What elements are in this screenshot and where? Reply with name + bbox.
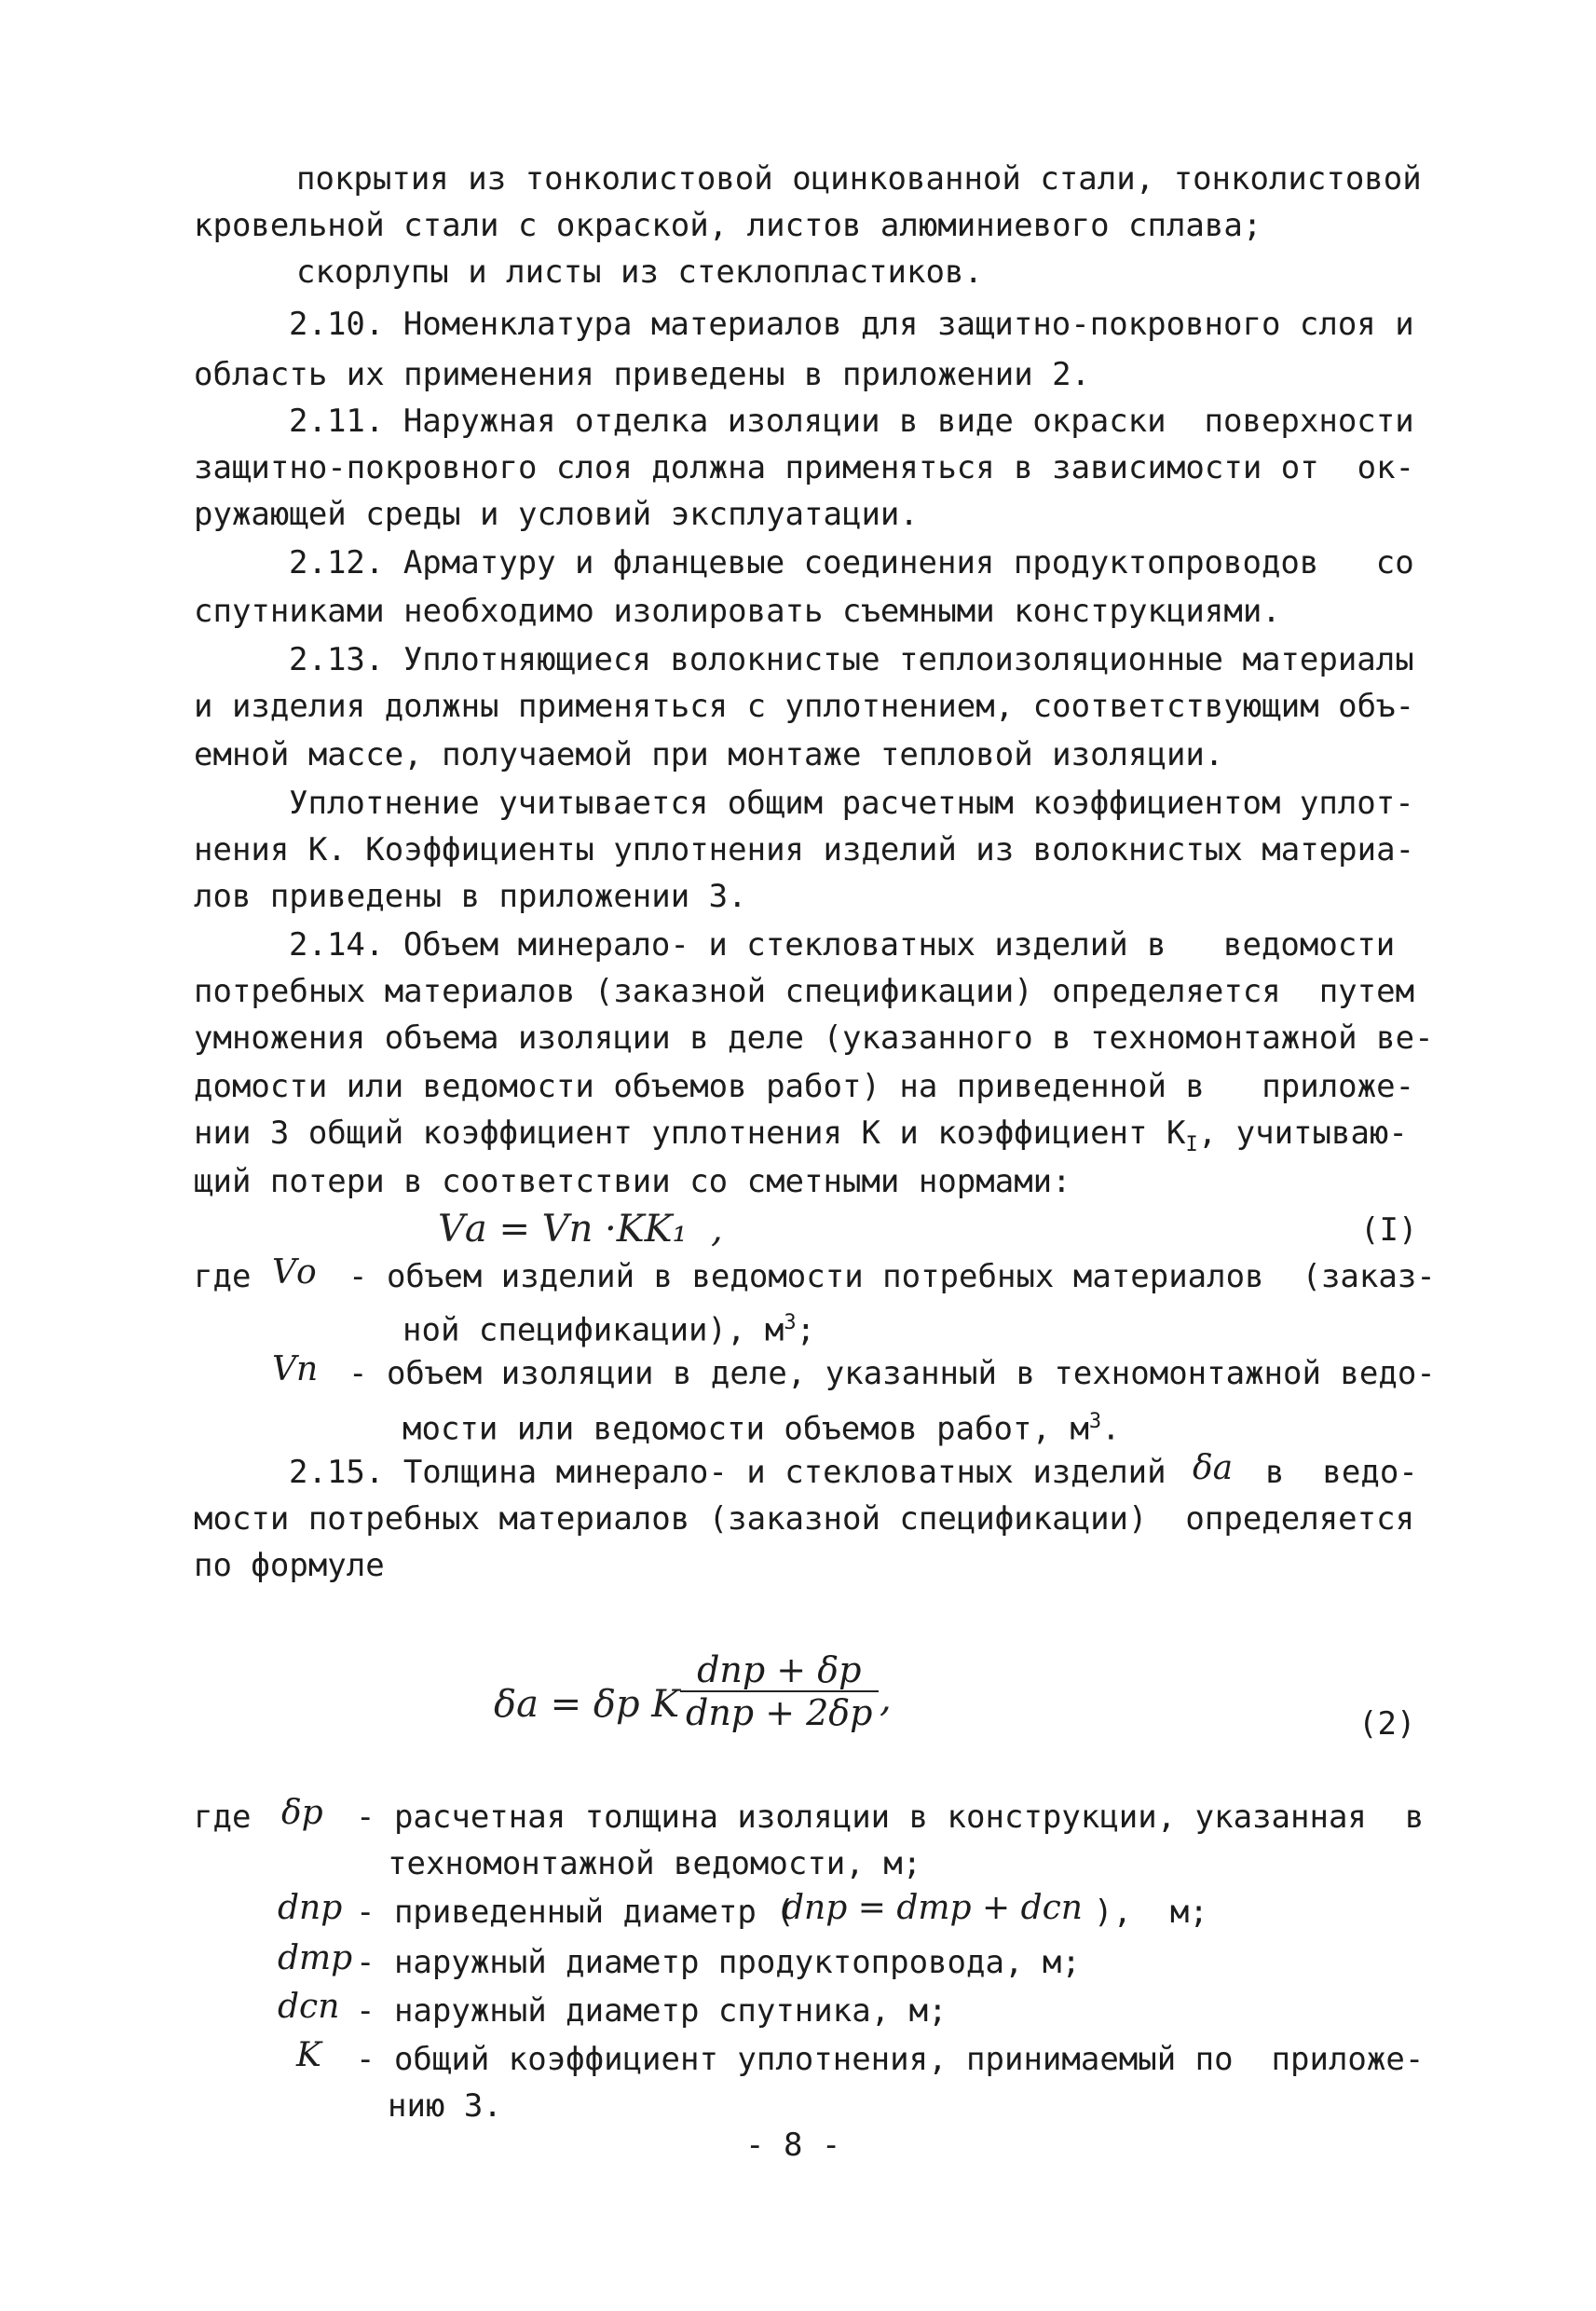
text-line-19: умножения объема изоляции в деле (указанного в техномонтажной ве- [194, 1019, 1434, 1057]
where1-line-4: мости или ведомости объемов работ, $м^3$. [402, 1410, 1121, 1448]
text-line-9: 2.12. Арматуру и фланцевые соединения продуктопроводов со [289, 544, 1414, 581]
where2-line-4: - наружный диаметр продуктопровода, м; [356, 1944, 1081, 1981]
formula-2-numerator: dпр + δр [680, 1649, 879, 1692]
text-line-18: потребных материалов (заказной спецификации) определяется путем [194, 973, 1415, 1010]
where2-line-7: нию 3. [388, 2087, 502, 2125]
text-line-15: нения К. Коэффициенты уплотнения изделий из волокнистых материа- [194, 831, 1415, 868]
text-line-20: домости или ведомости объемов работ) на приведенной в приложе- [194, 1068, 1415, 1105]
text-line-1: покрытия из тонколистовой оцинкованной стали, тонколистовой [296, 160, 1422, 198]
symbol-vm: Vп [272, 1350, 319, 1388]
text-line-22: щий потери в соответствии со сметными нормами: [194, 1163, 1071, 1200]
where2-line-3: - приведенный диаметр ( [356, 1894, 795, 1931]
where1-line-1: - объем изделий в ведомости потребных материалов (заказ- [348, 1258, 1436, 1295]
text-line-16: лов приведены в приложении 3. [194, 878, 747, 915]
text-line-6: 2.11. Наружная отделка изоляции в виде окраски поверхности [289, 403, 1414, 440]
p215-line-2: мости потребных материалов (заказной спецификации) определяется [194, 1500, 1415, 1538]
p215-line-1: 2.15. Толщина минерало- и стекловатных изделий [289, 1454, 1166, 1491]
formula-2-lhs: δа = δр K [494, 1683, 680, 1726]
text-line-17: 2.14. Объем минерало- и стекловатных изделий в ведомости [289, 926, 1396, 964]
where2-line-6: - общий коэффициент уплотнения, принимаемый по приложе- [356, 2041, 1425, 2078]
dpr-formula: dпр = dтр + dсп [783, 1889, 1083, 1927]
where2-line-1: - расчетная толщина изоляции в конструкции, указанная в [356, 1798, 1425, 1836]
text-line-13: емной массе, получаемой при монтаже тепловой изоляции. [194, 736, 1224, 773]
text-line-14: Уплотнение учитывается общим расчетным коэффициентом уплот- [289, 785, 1414, 822]
p215-line-1-tail: в ведо- [1265, 1454, 1418, 1491]
where-label-2: где [194, 1798, 252, 1836]
text-line-2: кровельной стали с окраской, листов алюминиевого сплава; [194, 207, 1262, 244]
where2-line-2: техномонтажной ведомости, м; [388, 1845, 922, 1882]
text-line-7: защитно-покровного слоя должна применяться в зависимости от ок- [194, 449, 1415, 486]
text-line-11: 2.13. Уплотняющиеся волокнистые теплоизоляционные материалы [289, 641, 1414, 678]
symbol-k: K [296, 2036, 321, 2074]
formula-2-comma: , [880, 1677, 892, 1720]
where2-line-5: - наружный диаметр спутника, м; [356, 1992, 948, 2030]
where2-line-3-tail: ), м; [1094, 1894, 1208, 1931]
text-line-5: область их применения приведены в приложении 2. [194, 356, 1091, 393]
text-line-21: нии 3 общий коэффициент уплотнения К и коэффициент $К_I$, учитываю- [194, 1114, 1408, 1156]
where1-line-2: ной спецификации), $м^3$; [402, 1311, 816, 1349]
symbol-dpr: dпр [278, 1889, 343, 1927]
formula-1: Vа = Vп ·KK₁ , [438, 1208, 723, 1251]
formula-2-denominator: dпр + 2δр [686, 1692, 873, 1733]
page-number: - 8 - [745, 2126, 841, 2164]
text-line-4: 2.10. Номенклатура материалов для защитно-покровного слоя и [289, 306, 1414, 343]
text-line-12: и изделия должны применяться с уплотнением, соответствующим объ- [194, 688, 1415, 725]
text-line-3: скорлупы и листы из стеклопластиков. [296, 253, 983, 291]
where1-line-3: - объем изоляции в деле, указанный в техномонтажной ведо- [348, 1355, 1436, 1392]
where-label-1: где [194, 1258, 252, 1295]
formula-2-fraction [680, 1649, 879, 1733]
symbol-dsp: dсп [278, 1988, 340, 2026]
symbol-vo: Vо [272, 1253, 317, 1292]
formula-2-number: (2) [1358, 1705, 1416, 1743]
p215-line-3: по формуле [194, 1547, 385, 1584]
symbol-dtr: dтр [278, 1939, 353, 1977]
formula-1-number: (I) [1360, 1211, 1418, 1249]
symbol-delta-a: δа [1193, 1449, 1234, 1487]
symbol-delta-r: δр [281, 1794, 323, 1832]
text-line-10: спутниками необходимо изолировать съемными конструкциями. [194, 593, 1281, 630]
text-line-8: ружающей среды и условий эксплуатации. [194, 496, 919, 533]
